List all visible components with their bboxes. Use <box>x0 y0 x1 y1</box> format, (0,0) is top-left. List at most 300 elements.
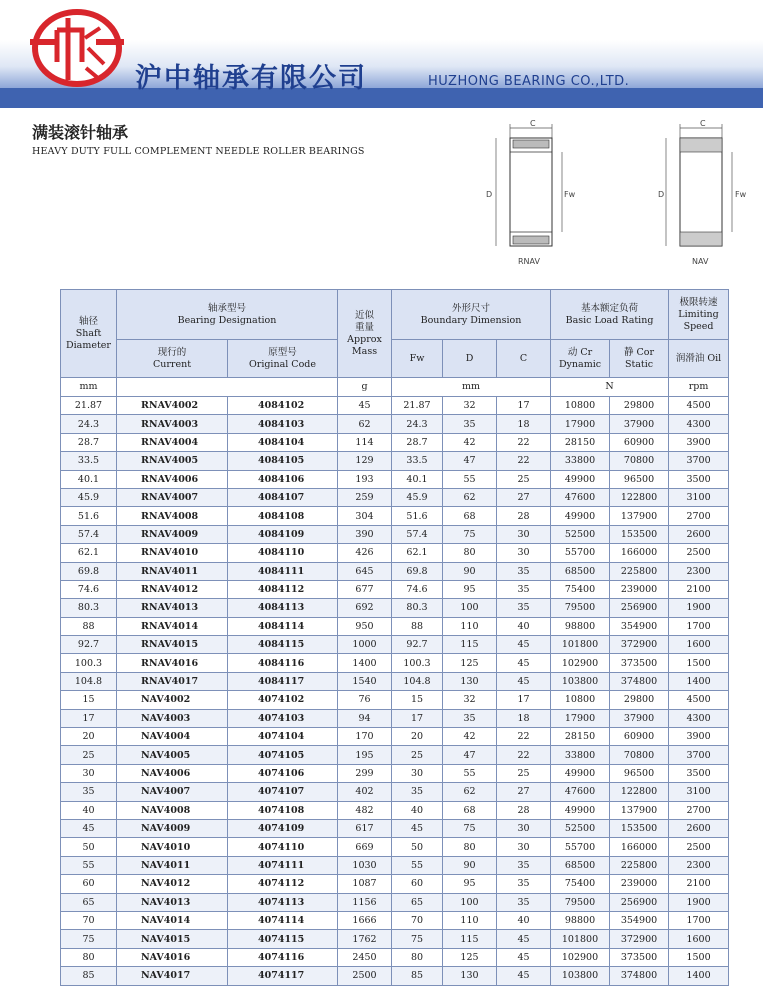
cell-c: 45 <box>497 948 551 966</box>
cell-speed: 3100 <box>669 783 729 801</box>
cell-current: NAV4012 <box>117 875 228 893</box>
nav-fw-label: Fw <box>735 190 747 199</box>
page-title-cn: 满装滚针轴承 <box>32 123 129 142</box>
cell-static: 137900 <box>610 507 669 525</box>
cell-current: RNAV4002 <box>117 397 228 415</box>
cell-shaft: 57.4 <box>61 525 117 543</box>
cell-fw: 75 <box>392 930 443 948</box>
cell-shaft: 40 <box>61 801 117 819</box>
cell-c: 22 <box>497 746 551 764</box>
company-name-cn: 沪中轴承有限公司 <box>135 63 367 94</box>
cell-current: RNAV4015 <box>117 636 228 654</box>
cell-static: 153500 <box>610 819 669 837</box>
header-load: 基本额定负荷 Basic Load Rating <box>551 290 669 340</box>
cell-mass: 299 <box>338 764 392 782</box>
cell-mass: 677 <box>338 580 392 598</box>
cell-fw: 57.4 <box>392 525 443 543</box>
cell-static: 29800 <box>610 397 669 415</box>
cell-current: NAV4016 <box>117 948 228 966</box>
cell-current: NAV4010 <box>117 838 228 856</box>
cell-d: 42 <box>443 433 497 451</box>
cell-current: NAV4005 <box>117 746 228 764</box>
cell-dynamic: 33800 <box>551 452 610 470</box>
company-name-en: HUZHONG BEARING CO.,LTD. <box>428 74 630 89</box>
cell-d: 62 <box>443 488 497 506</box>
cell-shaft: 62.1 <box>61 544 117 562</box>
cell-static: 373500 <box>610 654 669 672</box>
cell-static: 372900 <box>610 930 669 948</box>
cell-mass: 76 <box>338 691 392 709</box>
cell-d: 125 <box>443 654 497 672</box>
table-row <box>61 544 729 562</box>
cell-fw: 80 <box>392 948 443 966</box>
table-row <box>61 911 729 929</box>
cell-d: 90 <box>443 562 497 580</box>
table-row <box>61 672 729 690</box>
table-row <box>61 801 729 819</box>
cell-original: 4074116 <box>228 948 338 966</box>
company-logo <box>30 8 124 90</box>
cell-fw: 15 <box>392 691 443 709</box>
cell-original: 4084104 <box>228 433 338 451</box>
cell-fw: 60 <box>392 875 443 893</box>
cell-fw: 69.8 <box>392 562 443 580</box>
cell-speed: 3700 <box>669 452 729 470</box>
cell-d: 42 <box>443 728 497 746</box>
cell-dynamic: 102900 <box>551 948 610 966</box>
cell-dynamic: 17900 <box>551 709 610 727</box>
cell-fw: 17 <box>392 709 443 727</box>
cell-current: RNAV4013 <box>117 599 228 617</box>
cell-static: 256900 <box>610 599 669 617</box>
cell-current: NAV4003 <box>117 709 228 727</box>
cell-original: 4084105 <box>228 452 338 470</box>
cell-original: 4084106 <box>228 470 338 488</box>
cell-mass: 45 <box>338 397 392 415</box>
cell-fw: 65 <box>392 893 443 911</box>
cell-c: 45 <box>497 654 551 672</box>
header-mass: 近似 重量 Approx Mass <box>338 290 392 378</box>
cell-dynamic: 102900 <box>551 654 610 672</box>
cell-dynamic: 101800 <box>551 930 610 948</box>
cell-d: 130 <box>443 672 497 690</box>
cell-fw: 88 <box>392 617 443 635</box>
cell-original: 4074103 <box>228 709 338 727</box>
cell-c: 30 <box>497 838 551 856</box>
cell-speed: 2500 <box>669 838 729 856</box>
cell-dynamic: 68500 <box>551 856 610 874</box>
cell-fw: 80.3 <box>392 599 443 617</box>
cell-shaft: 28.7 <box>61 433 117 451</box>
cell-original: 4084110 <box>228 544 338 562</box>
cell-dynamic: 79500 <box>551 599 610 617</box>
table-row <box>61 488 729 506</box>
header-oil: 润滑油 Oil <box>669 340 729 378</box>
cell-d: 47 <box>443 746 497 764</box>
cell-d: 80 <box>443 838 497 856</box>
cell-static: 60900 <box>610 728 669 746</box>
cell-fw: 24.3 <box>392 415 443 433</box>
cell-mass: 2450 <box>338 948 392 966</box>
cell-d: 35 <box>443 415 497 433</box>
table-row <box>61 507 729 525</box>
cell-original: 4074109 <box>228 819 338 837</box>
cell-d: 47 <box>443 452 497 470</box>
cell-d: 62 <box>443 783 497 801</box>
cell-original: 4084114 <box>228 617 338 635</box>
table-row <box>61 433 729 451</box>
cell-fw: 92.7 <box>392 636 443 654</box>
cell-d: 125 <box>443 948 497 966</box>
cell-dynamic: 101800 <box>551 636 610 654</box>
cell-static: 70800 <box>610 452 669 470</box>
cell-current: NAV4007 <box>117 783 228 801</box>
cell-shaft: 30 <box>61 764 117 782</box>
cell-d: 35 <box>443 709 497 727</box>
table-row <box>61 415 729 433</box>
table-row <box>61 580 729 598</box>
cell-dynamic: 49900 <box>551 470 610 488</box>
cell-current: RNAV4003 <box>117 415 228 433</box>
cell-original: 4074104 <box>228 728 338 746</box>
table-row <box>61 562 729 580</box>
cell-current: RNAV4005 <box>117 452 228 470</box>
unit-shaft: mm <box>61 378 117 397</box>
cell-mass: 1087 <box>338 875 392 893</box>
cell-d: 115 <box>443 930 497 948</box>
header-current: 现行的 Current <box>117 340 228 378</box>
cell-d: 90 <box>443 856 497 874</box>
cell-static: 354900 <box>610 911 669 929</box>
cell-shaft: 60 <box>61 875 117 893</box>
cell-static: 354900 <box>610 617 669 635</box>
cell-dynamic: 55700 <box>551 838 610 856</box>
cell-current: NAV4014 <box>117 911 228 929</box>
cell-dynamic: 28150 <box>551 728 610 746</box>
table-row <box>61 948 729 966</box>
cell-c: 35 <box>497 856 551 874</box>
cell-static: 60900 <box>610 433 669 451</box>
table-row <box>61 967 729 985</box>
cell-current: RNAV4006 <box>117 470 228 488</box>
cell-d: 32 <box>443 691 497 709</box>
nav-caption: NAV <box>692 257 709 266</box>
cell-shaft: 45 <box>61 819 117 837</box>
header-static: 静 Cor Static <box>610 340 669 378</box>
cell-dynamic: 28150 <box>551 433 610 451</box>
cell-current: NAV4015 <box>117 930 228 948</box>
cell-speed: 4300 <box>669 709 729 727</box>
cell-speed: 2100 <box>669 875 729 893</box>
cell-current: NAV4017 <box>117 967 228 985</box>
cell-mass: 62 <box>338 415 392 433</box>
table-row <box>61 709 729 727</box>
cell-shaft: 33.5 <box>61 452 117 470</box>
header-c: C <box>497 340 551 378</box>
cell-speed: 2600 <box>669 525 729 543</box>
cell-current: RNAV4016 <box>117 654 228 672</box>
cell-fw: 55 <box>392 856 443 874</box>
cell-original: 4074111 <box>228 856 338 874</box>
table-row <box>61 525 729 543</box>
cell-mass: 2500 <box>338 967 392 985</box>
cell-mass: 259 <box>338 488 392 506</box>
cell-c: 30 <box>497 525 551 543</box>
unit-mass: g <box>338 378 392 397</box>
cell-static: 70800 <box>610 746 669 764</box>
cell-dynamic: 68500 <box>551 562 610 580</box>
rnav-caption: RNAV <box>518 257 540 266</box>
cell-fw: 85 <box>392 967 443 985</box>
cell-mass: 426 <box>338 544 392 562</box>
header-speed: 极限转速 Limiting Speed <box>669 290 729 340</box>
cell-speed: 1600 <box>669 636 729 654</box>
table-row <box>61 654 729 672</box>
cell-c: 22 <box>497 433 551 451</box>
table-row <box>61 728 729 746</box>
cell-shaft: 21.87 <box>61 397 117 415</box>
cell-speed: 1500 <box>669 654 729 672</box>
cell-shaft: 17 <box>61 709 117 727</box>
cell-dynamic: 49900 <box>551 507 610 525</box>
cell-shaft: 80 <box>61 948 117 966</box>
table-row <box>61 838 729 856</box>
cell-shaft: 70 <box>61 911 117 929</box>
cell-speed: 1700 <box>669 617 729 635</box>
cell-shaft: 100.3 <box>61 654 117 672</box>
table-row <box>61 397 729 415</box>
cell-speed: 2500 <box>669 544 729 562</box>
unit-speed: rpm <box>669 378 729 397</box>
cell-mass: 94 <box>338 709 392 727</box>
cell-static: 37900 <box>610 709 669 727</box>
cell-current: RNAV4014 <box>117 617 228 635</box>
cell-speed: 1900 <box>669 599 729 617</box>
cell-speed: 2300 <box>669 562 729 580</box>
cell-speed: 1400 <box>669 967 729 985</box>
cell-mass: 390 <box>338 525 392 543</box>
cell-c: 27 <box>497 783 551 801</box>
cell-speed: 4300 <box>669 415 729 433</box>
cell-d: 100 <box>443 599 497 617</box>
cell-d: 100 <box>443 893 497 911</box>
cell-current: NAV4013 <box>117 893 228 911</box>
cell-fw: 40 <box>392 801 443 819</box>
cell-static: 372900 <box>610 636 669 654</box>
page-title-en: HEAVY DUTY FULL COMPLEMENT NEEDLE ROLLER BEARINGS <box>32 146 365 157</box>
cell-speed: 4500 <box>669 691 729 709</box>
cell-current: RNAV4007 <box>117 488 228 506</box>
cell-static: 153500 <box>610 525 669 543</box>
cell-original: 4084117 <box>228 672 338 690</box>
table-row <box>61 746 729 764</box>
cell-fw: 50 <box>392 838 443 856</box>
cell-shaft: 24.3 <box>61 415 117 433</box>
cell-speed: 3500 <box>669 764 729 782</box>
cell-original: 4074102 <box>228 691 338 709</box>
cell-dynamic: 47600 <box>551 488 610 506</box>
table-row <box>61 470 729 488</box>
cell-d: 68 <box>443 801 497 819</box>
cell-fw: 21.87 <box>392 397 443 415</box>
cell-shaft: 88 <box>61 617 117 635</box>
cell-c: 40 <box>497 617 551 635</box>
cell-c: 27 <box>497 488 551 506</box>
cell-c: 17 <box>497 397 551 415</box>
cell-current: RNAV4010 <box>117 544 228 562</box>
cell-d: 55 <box>443 470 497 488</box>
cell-mass: 645 <box>338 562 392 580</box>
rnav-d-label: D <box>486 190 493 199</box>
table-row <box>61 875 729 893</box>
cell-speed: 4500 <box>669 397 729 415</box>
cell-shaft: 50 <box>61 838 117 856</box>
cell-fw: 25 <box>392 746 443 764</box>
header-boundary: 外形尺寸 Boundary Dimension <box>392 290 551 340</box>
cell-c: 40 <box>497 911 551 929</box>
cell-c: 35 <box>497 875 551 893</box>
cell-speed: 1400 <box>669 672 729 690</box>
cell-fw: 45.9 <box>392 488 443 506</box>
cell-speed: 1700 <box>669 911 729 929</box>
cell-mass: 170 <box>338 728 392 746</box>
rnav-fw-label: Fw <box>564 190 576 199</box>
cell-shaft: 15 <box>61 691 117 709</box>
cell-speed: 2700 <box>669 507 729 525</box>
cell-fw: 45 <box>392 819 443 837</box>
cell-original: 4084112 <box>228 580 338 598</box>
rnav-drawing <box>484 118 574 256</box>
cell-fw: 100.3 <box>392 654 443 672</box>
cell-mass: 1030 <box>338 856 392 874</box>
cell-c: 25 <box>497 470 551 488</box>
cell-current: NAV4011 <box>117 856 228 874</box>
cell-c: 45 <box>497 672 551 690</box>
cell-d: 95 <box>443 580 497 598</box>
cell-original: 4084109 <box>228 525 338 543</box>
cell-static: 29800 <box>610 691 669 709</box>
table-row <box>61 856 729 874</box>
cell-static: 374800 <box>610 967 669 985</box>
rnav-c-label: C <box>530 119 536 128</box>
cell-c: 35 <box>497 580 551 598</box>
cell-current: NAV4004 <box>117 728 228 746</box>
cell-d: 55 <box>443 764 497 782</box>
cell-c: 18 <box>497 415 551 433</box>
header <box>0 0 763 108</box>
table-row <box>61 636 729 654</box>
cell-mass: 1156 <box>338 893 392 911</box>
cell-dynamic: 98800 <box>551 617 610 635</box>
cell-mass: 193 <box>338 470 392 488</box>
cell-static: 256900 <box>610 893 669 911</box>
spec-table-body <box>61 397 729 986</box>
cell-d: 75 <box>443 819 497 837</box>
cell-static: 225800 <box>610 856 669 874</box>
cell-c: 35 <box>497 893 551 911</box>
cell-fw: 62.1 <box>392 544 443 562</box>
cell-c: 45 <box>497 967 551 985</box>
cell-dynamic: 17900 <box>551 415 610 433</box>
cell-static: 225800 <box>610 562 669 580</box>
cell-original: 4084103 <box>228 415 338 433</box>
cell-speed: 3900 <box>669 433 729 451</box>
cell-dynamic: 79500 <box>551 893 610 911</box>
cell-c: 22 <box>497 452 551 470</box>
cell-original: 4074110 <box>228 838 338 856</box>
table-row <box>61 599 729 617</box>
cell-c: 28 <box>497 801 551 819</box>
header-original: 原型号 Original Code <box>228 340 338 378</box>
cell-speed: 3500 <box>669 470 729 488</box>
cell-d: 110 <box>443 617 497 635</box>
cell-original: 4074113 <box>228 893 338 911</box>
cell-static: 374800 <box>610 672 669 690</box>
header-designation: 轴承型号 Bearing Designation <box>117 290 338 340</box>
cell-fw: 70 <box>392 911 443 929</box>
cell-dynamic: 52500 <box>551 525 610 543</box>
cell-fw: 104.8 <box>392 672 443 690</box>
nav-d-label: D <box>658 190 665 199</box>
cell-shaft: 75 <box>61 930 117 948</box>
cell-c: 30 <box>497 544 551 562</box>
cell-dynamic: 49900 <box>551 801 610 819</box>
cell-fw: 20 <box>392 728 443 746</box>
cell-speed: 1900 <box>669 893 729 911</box>
cell-original: 4084116 <box>228 654 338 672</box>
cell-speed: 1600 <box>669 930 729 948</box>
bearing-spec-table <box>60 289 728 986</box>
cell-current: RNAV4012 <box>117 580 228 598</box>
table-row <box>61 893 729 911</box>
cell-mass: 114 <box>338 433 392 451</box>
cell-c: 30 <box>497 819 551 837</box>
cell-static: 122800 <box>610 783 669 801</box>
cell-d: 80 <box>443 544 497 562</box>
cell-shaft: 104.8 <box>61 672 117 690</box>
cell-shaft: 35 <box>61 783 117 801</box>
cell-speed: 3100 <box>669 488 729 506</box>
cell-original: 4074114 <box>228 911 338 929</box>
cell-shaft: 74.6 <box>61 580 117 598</box>
cell-mass: 692 <box>338 599 392 617</box>
cell-static: 96500 <box>610 470 669 488</box>
nav-c-label: C <box>700 119 706 128</box>
cell-mass: 402 <box>338 783 392 801</box>
cell-c: 22 <box>497 728 551 746</box>
cell-current: RNAV4004 <box>117 433 228 451</box>
cell-dynamic: 10800 <box>551 397 610 415</box>
cell-speed: 2700 <box>669 801 729 819</box>
cell-mass: 1400 <box>338 654 392 672</box>
header-band <box>0 88 763 108</box>
cell-fw: 74.6 <box>392 580 443 598</box>
cell-dynamic: 103800 <box>551 672 610 690</box>
cell-speed: 2300 <box>669 856 729 874</box>
cell-fw: 51.6 <box>392 507 443 525</box>
unit-dimension: mm <box>392 378 551 397</box>
cell-shaft: 80.3 <box>61 599 117 617</box>
cell-original: 4084107 <box>228 488 338 506</box>
cell-original: 4074117 <box>228 967 338 985</box>
header-fw: Fw <box>392 340 443 378</box>
cell-c: 45 <box>497 636 551 654</box>
cell-current: RNAV4008 <box>117 507 228 525</box>
cell-speed: 3700 <box>669 746 729 764</box>
cell-static: 239000 <box>610 875 669 893</box>
cell-mass: 129 <box>338 452 392 470</box>
cell-shaft: 85 <box>61 967 117 985</box>
